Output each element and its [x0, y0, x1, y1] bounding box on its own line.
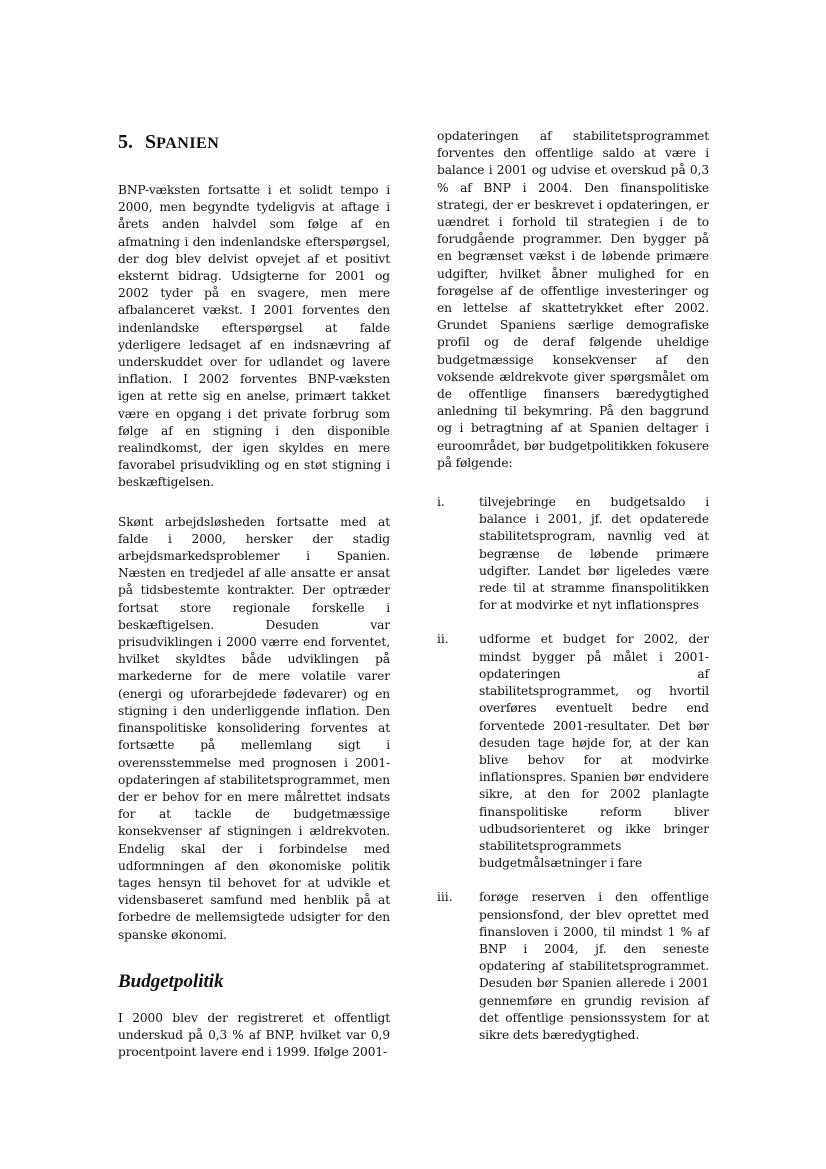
recommendation-list	[437, 494, 709, 1044]
paragraph-labour-market: Skønt arbejdsløsheden fortsatte med at falde i 2000, hersker der stadig arbejdsmarkedsproblemer i Spanien. Næsten en tredjedel af alle ansatte er ansat på tidsbestemte kontrakter. Der optræder fortsat store regionale forskelle i beskæftigelsen. Desuden var prisudviklingen i 2000 værre end forventet, hvilket skyldtes både udviklingen på markederne for de mere volatile varer (energi og uforarbejdede fødevarer) og en stigning i den underliggende inflation. Den finanspolitiske konsolidering forventes at fortsætte på mellemlang sigt i overensstemmelse med prognosen i 2001-opdateringen af stabilitetsprogrammet, men der er behov for en mere målrettet indsats for at tackle de budgetmæssige konsekvenser af stigningen i ældrekvoten. Endelig skal der i forbindelse med udformningen af den økonomiske politik tages hensyn til behovet for at udvikle et vidensbaseret samfund med henblik på at forbedre de mellemsigtede udsigter for den spanske økonomi.	[118, 514, 390, 942]
list-marker: i.	[437, 495, 445, 510]
list-item	[437, 889, 709, 1044]
paragraph-budget-intro: I 2000 blev der registreret et offentligt underskud på 0,3 % af BNP, hvilket var 0,9 procentpoint lavere end i 1999. Ifølge 2001-	[118, 1010, 390, 1060]
section-title-initial: S	[145, 131, 157, 153]
paragraph-budget-continued: opdateringen af stabilitetsprogrammet forventes den offentlige saldo at være i balance i 2001 og udvise et overskud på 0,3 % af BNP i 2004. Den finanspolitiske strategi, der er beskrevet i opdateringen, er uændret i forhold til strategien i de to forudgående programmer. Den bygger på en begrænset vækst i de løbende primære udgifter, hvilket åbner mulighed for en forøgelse af de offentlige investeringer og en lettelse af skattetrykket efter 2002. Grundet Spaniens særlige demografiske profil og de deraf følgende uheldige budgetmæssige konsekvenser af den voksende ældrekvote giver spørgsmålet om de offentlige finansers bæredygtighed anledning til bekymring. På den baggrund og i betragtning af at Spanien deltager i euroområdet, bør budgetpolitikken fokusere på følgende:	[437, 129, 709, 470]
paragraph-growth: BNP-væksten fortsatte i et solidt tempo i 2000, men begyndte tydeligvis at aftage i årets anden halvdel som følge af en afmatning i den indenlandske efterspørgsel, der dog blev delvist opvejet af et positivt eksternt bidrag. Udsigterne for 2001 og 2002 tyder på en svagere, men mere afbalanceret vækst. I 2001 forventes den indenlandske efterspørgsel at falde yderligere ledsaget af en indsnævring af underskuddet over for udlandet og lavere inflation. I 2002 forventes BNP-væksten igen at rette sig en anelse, primært takket være en opgang i det private forbrug som følge af en stigning i den disponible realindkomst, der igen skyldes en mere favorabel prisudvikling og en støt stigning i beskæftigelsen.	[118, 183, 390, 490]
list-marker: ii.	[437, 632, 449, 647]
left-column	[118, 128, 390, 1061]
section-heading	[118, 130, 390, 156]
list-marker: iii.	[437, 890, 453, 905]
list-item-text: udforme et budget for 2002, der mindst bygger på målet i 2001-opdateringen af stabilitetsprogrammet, og hvortil overføres eventuelt bedre end forventede 2001-resultater. Det bør desuden tage højde for, at der kan blive behov for at modvirke inflationspres. Spanien bør endvidere sikre, at den for 2002 planlagte finanspolitiske reform bliver udbudsorienteret og ikke bringer stabilitetsprogrammets budgetmålsætninger i fare	[479, 632, 709, 871]
subheading-budget-policy: Budgetpolitik	[118, 970, 224, 992]
list-item	[437, 494, 709, 614]
list-item	[437, 631, 709, 872]
section-number: 5.	[118, 131, 133, 153]
section-title-rest: PANIEN	[156, 135, 220, 152]
right-column	[437, 128, 709, 1061]
list-item-text: tilvejebringe en budgetsaldo i balance i 2001, jf. det opdaterede stabilitetsprogram, navnlig ved at begrænse de løbende primære udgifter. Landet bør ligeledes være rede til at stramme finanspolitikken for at modvirke et nyt inflationspres	[479, 495, 709, 613]
list-item-text: forøge reserven i den offentlige pensionsfond, der blev oprettet med finansloven i 2000, til mindst 1 % af BNP i 2004, jf. den seneste opdatering af stabilitetsprogrammet. Desuden bør Spanien allerede i 2001 gennemføre en grundig revision af det offentlige pensionssystem for at sikre dets bæredygtighed.	[479, 890, 709, 1042]
